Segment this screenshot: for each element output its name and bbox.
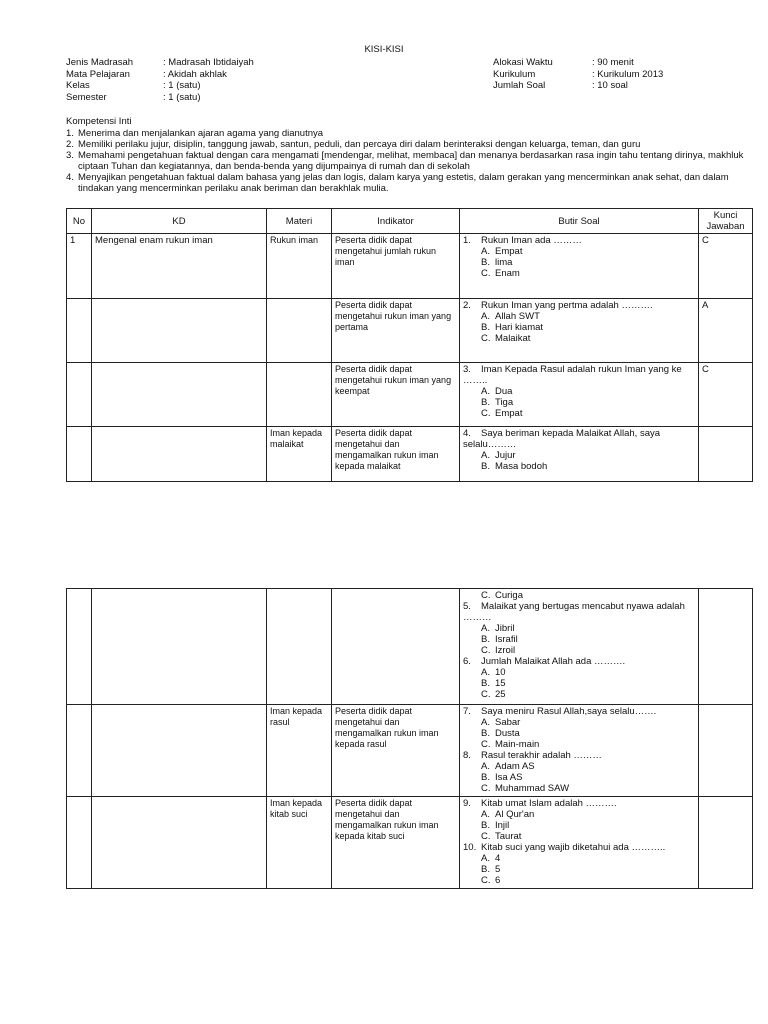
cell-butir-soal (460, 797, 699, 889)
cell-kd (92, 589, 267, 705)
kompetensi-number: 1. (66, 128, 74, 139)
cell-kunci: C (699, 363, 753, 427)
question-number: 6. (463, 656, 471, 667)
kompetensi-inti (66, 116, 756, 194)
answer-option (463, 623, 695, 634)
cell-kunci (699, 589, 753, 705)
question-text: Kitab umat Islam adalah ………. (481, 798, 617, 809)
option-letter: B. (481, 772, 490, 783)
meta-value: : Kurikulum 2013 (592, 68, 664, 80)
cell-no (67, 299, 92, 363)
option-letter: B. (481, 864, 490, 875)
meta-label: Semester (66, 91, 107, 103)
kompetensi-number: 3. (66, 150, 74, 161)
cell-no: 1 (67, 234, 92, 299)
option-text: lima (495, 257, 513, 268)
cell-indikator: Peserta didik dapat mengetahui rukun iman yang pertama (332, 299, 460, 363)
question-number: 8. (463, 750, 471, 761)
question-number: 5. (463, 601, 471, 612)
meta-value: : 90 menit (592, 57, 634, 68)
option-text: Isa AS (495, 772, 523, 783)
question (463, 364, 695, 386)
cell-indikator: Peserta didik dapat mengetahui dan mengamalkan rukun iman kepada rasul (332, 705, 460, 797)
question (463, 300, 695, 311)
question-number: 3. (463, 364, 471, 375)
answer-option (463, 761, 695, 772)
option-text: Dua (495, 386, 513, 397)
question-number: 4. (463, 428, 471, 439)
question-text: Rukun Iman ada ……… (481, 235, 582, 246)
answer-option (463, 717, 695, 728)
question-number: 1. (463, 235, 471, 246)
option-letter: B. (481, 728, 490, 739)
option-letter: A. (481, 386, 490, 397)
answer-option (463, 689, 695, 700)
option-letter: A. (481, 311, 490, 322)
option-letter: C. (481, 645, 491, 656)
question (463, 750, 695, 761)
cell-no (67, 797, 92, 889)
option-text: Malaikat (495, 333, 531, 344)
option-letter: C. (481, 689, 491, 700)
answer-option (463, 386, 695, 397)
answer-option (463, 831, 695, 842)
meta-value: : 10 soal (592, 80, 628, 91)
meta-label: Mata Pelajaran (66, 68, 130, 80)
option-letter: C. (481, 268, 491, 279)
option-letter: C. (481, 831, 491, 842)
option-letter: A. (481, 246, 490, 257)
meta-value: : Madrasah Ibtidaiyah (163, 57, 254, 68)
table-row (67, 705, 753, 797)
kompetensi-item (66, 150, 756, 172)
option-letter: C. (481, 408, 491, 419)
question-number: 9. (463, 798, 471, 809)
question-text: Jumlah Malaikat Allah ada ………. (481, 656, 626, 667)
meta-label: Alokasi Waktu (493, 57, 553, 68)
question (463, 601, 695, 623)
table-row (67, 589, 753, 705)
cell-kunci (699, 797, 753, 889)
answer-option (463, 590, 695, 601)
table-row (67, 234, 753, 299)
answer-option (463, 311, 695, 322)
answer-option (463, 333, 695, 344)
cell-kd (92, 797, 267, 889)
option-text: 4 (495, 853, 501, 864)
kompetensi-text: Memahami pengetahuan faktual dengan cara mengamati [mendengar, melihat, membaca] dan menanya berdasarkan rasa ingin tahu tentang dirinya, makhluk ciptaan Tuhan dan kegiatannya, dan benda-benda yang dijumpainya di rumah dan di sekolah (78, 150, 744, 172)
option-text: Enam (495, 268, 520, 279)
option-letter: A. (481, 667, 490, 678)
kompetensi-item (66, 128, 756, 139)
option-text: Curiga (495, 590, 523, 601)
document-title: KISI-KISI (364, 44, 404, 55)
meta-row (493, 69, 663, 81)
option-letter: A. (481, 717, 490, 728)
question (463, 428, 695, 450)
kompetensi-number: 4. (66, 172, 74, 183)
question-text: Iman Kepada Rasul adalah rukun Iman yang ke …….. (463, 364, 682, 386)
option-text: Hari kiamat (495, 322, 544, 333)
meta-value: : Akidah akhlak (163, 68, 227, 80)
meta-label: Jenis Madrasah (66, 57, 134, 68)
option-text: Empat (495, 408, 523, 419)
cell-kunci (699, 427, 753, 482)
cell-butir-soal (460, 705, 699, 797)
cell-materi (267, 299, 332, 363)
cell-materi: Rukun iman (267, 234, 332, 299)
question-text: Saya beriman kepada Malaikat Allah, saya selalu……… (463, 428, 661, 450)
option-letter: C. (481, 590, 491, 601)
cell-kd (92, 299, 267, 363)
cell-materi: Iman kepada rasul (267, 705, 332, 797)
kompetensi-item (66, 139, 756, 150)
question-number: 10. (463, 842, 477, 853)
option-letter: B. (481, 397, 490, 408)
header-kunci-jawaban: Kunci Jawaban (699, 209, 753, 234)
option-text: Sabar (495, 717, 521, 728)
answer-option (463, 397, 695, 408)
kisi-table-page2 (66, 588, 753, 889)
option-text: Muhammad SAW (495, 783, 570, 794)
cell-indikator (332, 589, 460, 705)
cell-materi (267, 363, 332, 427)
answer-option (463, 809, 695, 820)
kisi-table-page1 (66, 208, 753, 482)
cell-kunci: C (699, 234, 753, 299)
cell-materi: Iman kepada malaikat (267, 427, 332, 482)
answer-option (463, 634, 695, 645)
option-text: Main-main (495, 739, 540, 750)
table-row (67, 363, 753, 427)
kompetensi-text: Memiliki perilaku jujur, disiplin, tanggung jawab, santun, peduli, dan percaya diri dalam berinteraksi dengan keluarga, teman, dan guru (78, 139, 641, 150)
option-letter: A. (481, 853, 490, 864)
option-letter: C. (481, 875, 491, 886)
meta-label: Jumlah Soal (493, 80, 546, 91)
header-kd: KD (92, 209, 267, 234)
cell-kd (92, 427, 267, 482)
option-text: Israfil (495, 634, 518, 645)
option-text: 15 (495, 678, 506, 689)
meta-value: : 1 (satu) (163, 80, 201, 91)
cell-butir-soal (460, 299, 699, 363)
answer-option (463, 322, 695, 333)
question (463, 842, 695, 853)
header-no: No (67, 209, 92, 234)
answer-option (463, 864, 695, 875)
option-text: Tiga (495, 397, 514, 408)
answer-option (463, 450, 695, 461)
cell-materi (267, 589, 332, 705)
table-row (67, 299, 753, 363)
question (463, 656, 695, 667)
option-letter: B. (481, 257, 490, 268)
header-indikator: Indikator (332, 209, 460, 234)
kompetensi-text: Menyajikan pengetahuan faktual dalam bahasa yang jelas dan logis, dalam karya yang estetis, dalam gerakan yang mencerminkan anak sehat, dan dalam tindakan yang mencerminkan perilaku anak beriman dan berakhlak mulia. (78, 172, 729, 194)
option-letter: B. (481, 678, 490, 689)
option-text: Empat (495, 246, 523, 257)
meta-row (66, 69, 254, 81)
cell-materi: Iman kepada kitab suci (267, 797, 332, 889)
question-number: 2. (463, 300, 471, 311)
cell-no (67, 589, 92, 705)
answer-option (463, 678, 695, 689)
cell-kunci (699, 705, 753, 797)
meta-right (493, 57, 663, 92)
kompetensi-item (66, 172, 756, 194)
question-text: Rukun Iman yang pertma adalah ………. (481, 300, 653, 311)
answer-option (463, 875, 695, 886)
question-text: Saya meniru Rasul Allah,saya selalu……. (481, 706, 657, 717)
answer-option (463, 728, 695, 739)
cell-butir-soal (460, 363, 699, 427)
option-text: Adam AS (495, 761, 535, 772)
option-text: Allah SWT (495, 311, 540, 322)
option-letter: A. (481, 809, 490, 820)
cell-indikator: Peserta didik dapat mengetahui rukun iman yang keempat (332, 363, 460, 427)
answer-option (463, 853, 695, 864)
option-text: Izroil (495, 645, 516, 656)
option-letter: A. (481, 623, 490, 634)
meta-left (66, 57, 254, 103)
cell-no (67, 363, 92, 427)
option-letter: B. (481, 634, 490, 645)
option-text: Al Qur'an (495, 809, 535, 820)
question (463, 706, 695, 717)
meta-row (66, 57, 254, 69)
answer-option (463, 783, 695, 794)
kompetensi-heading: Kompetensi Inti (66, 116, 132, 127)
cell-butir-soal (460, 427, 699, 482)
question-text: Rasul terakhir adalah ……… (481, 750, 602, 761)
header-materi: Materi (267, 209, 332, 234)
cell-kunci: A (699, 299, 753, 363)
answer-option (463, 268, 695, 279)
option-text: Injil (495, 820, 510, 831)
cell-butir-soal (460, 234, 699, 299)
option-text: 6 (495, 875, 501, 886)
option-letter: B. (481, 322, 490, 333)
header-butir-soal: Butir Soal (460, 209, 699, 234)
meta-row (66, 80, 254, 92)
option-text: Masa bodoh (495, 461, 548, 472)
answer-option (463, 257, 695, 268)
option-text: Jibril (495, 623, 515, 634)
option-letter: C. (481, 333, 491, 344)
cell-indikator: Peserta didik dapat mengetahui dan mengamalkan rukun iman kepada kitab suci (332, 797, 460, 889)
option-letter: B. (481, 820, 490, 831)
cell-kd (92, 705, 267, 797)
cell-indikator: Peserta didik dapat mengetahui jumlah rukun iman (332, 234, 460, 299)
meta-value: : 1 (satu) (163, 91, 201, 103)
meta-label: Kurikulum (493, 68, 536, 80)
cell-kd: Mengenal enam rukun iman (92, 234, 267, 299)
answer-option (463, 645, 695, 656)
meta-label: Kelas (66, 80, 90, 91)
cell-no (67, 427, 92, 482)
kompetensi-list (66, 128, 756, 194)
question-text: Kitab suci yang wajib diketahui ada ……….. (481, 842, 666, 853)
answer-option (463, 408, 695, 419)
option-text: 25 (495, 689, 506, 700)
option-letter: C. (481, 783, 491, 794)
answer-option (463, 461, 695, 472)
answer-option (463, 772, 695, 783)
question-number: 7. (463, 706, 471, 717)
meta-row (493, 80, 663, 92)
option-letter: B. (481, 461, 490, 472)
cell-indikator: Peserta didik dapat mengetahui dan mengamalkan rukun iman kepada malaikat (332, 427, 460, 482)
kompetensi-number: 2. (66, 139, 74, 150)
answer-option (463, 820, 695, 831)
cell-kd (92, 363, 267, 427)
table-row (67, 797, 753, 889)
option-text: 10 (495, 667, 506, 678)
cell-butir-soal (460, 589, 699, 705)
kompetensi-text: Menerima dan menjalankan ajaran agama yang dianutnya (78, 128, 324, 139)
question-text: Malaikat yang bertugas mencabut nyawa adalah ……… (463, 601, 685, 623)
cell-no (67, 705, 92, 797)
answer-option (463, 739, 695, 750)
question (463, 235, 695, 246)
question (463, 798, 695, 809)
meta-row (66, 92, 254, 104)
answer-option (463, 667, 695, 678)
answer-option (463, 246, 695, 257)
meta-row (493, 57, 663, 69)
option-letter: C. (481, 739, 491, 750)
table-row (67, 427, 753, 482)
option-text: 5 (495, 864, 501, 875)
option-letter: A. (481, 450, 490, 461)
option-text: Dusta (495, 728, 520, 739)
option-text: Taurat (495, 831, 522, 842)
option-letter: A. (481, 761, 490, 772)
option-text: Jujur (495, 450, 516, 461)
